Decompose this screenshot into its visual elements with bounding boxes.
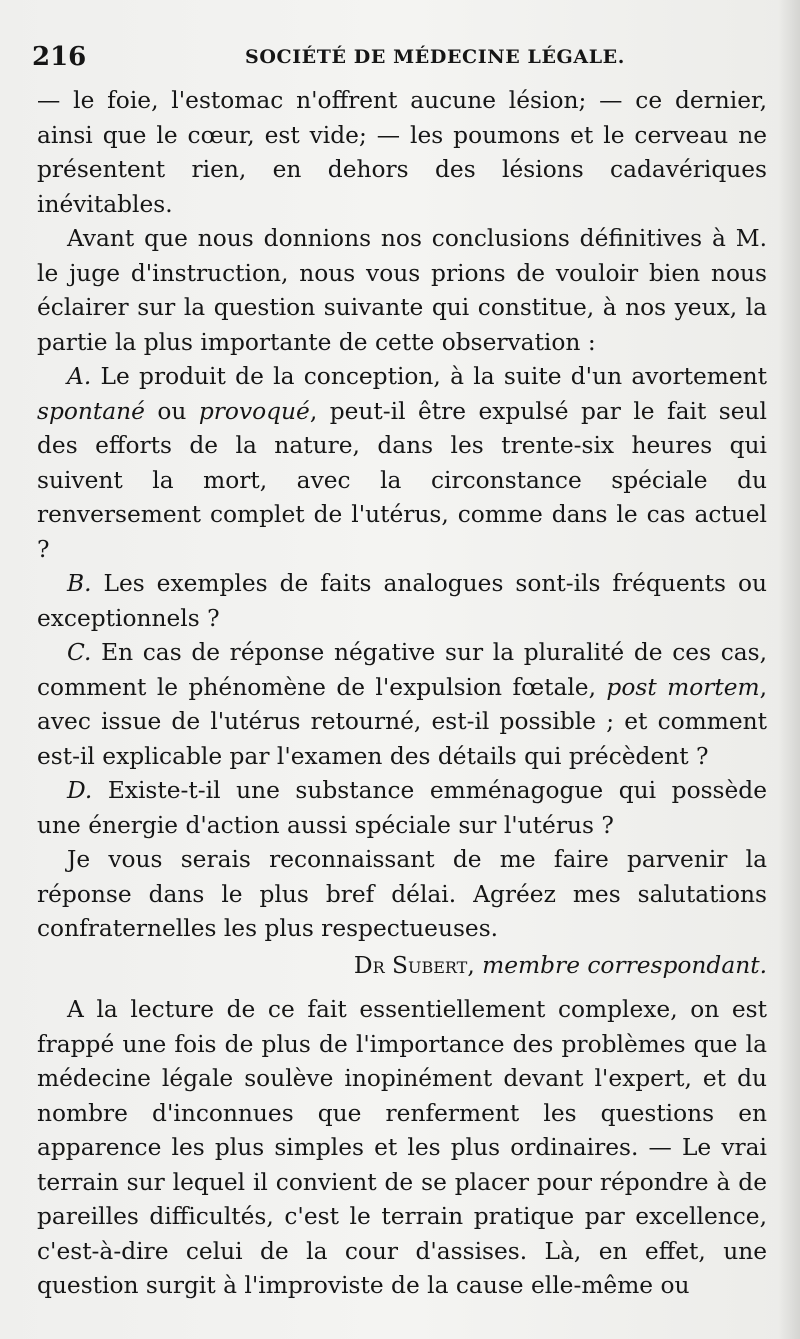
page-shadow [778,0,800,1339]
question-a: A. Le produit de la conception, à la suite d'un avortement spontané ou provoqué, peut-il être expulsé par le fait seul des efforts de la nature, dans les trente-six heures qui suivent la mort, avec la circonstance spéciale du renversement complet de l'utérus, comme dans le cas actuel ? [37,363,767,563]
question-d: D. Existe-t-il une substance emménagogue qui possède une énergie d'action aussi spéciale sur l'utérus ? [37,777,767,839]
question-label: A. [67,363,92,390]
question-label: D. [67,777,93,804]
page-header [30,42,770,76]
paragraph-request: Avant que nous donnions nos conclusions définitives à M. le juge d'instruction, nous vous prions de vouloir bien nous éclairer sur la question suivante qui constitue, à nos yeux, la partie la plus importante de cette observation : [37,225,767,356]
question-label: B. [67,570,92,597]
question-label: C. [67,639,92,666]
question-b: B. Les exemples de faits analogues sont-ils fréquents ou exceptionnels ? [37,570,767,632]
page-body [37,84,767,1304]
running-title: SOCIÉTÉ DE MÉDECINE LÉGALE. [245,46,625,68]
paragraph-continuation: — le foie, l'estomac n'offrent aucune lésion; — ce dernier, ainsi que le cœur, est vide; — les poumons et le cerveau ne présentent rien, en dehors des lésions cadavériques inévitables. [37,87,767,218]
question-c: C. En cas de réponse négative sur la pluralité de ces cas, comment le phénomène de l'expulsion fœtale, post mortem, avec issue de l'utérus retourné, est-il possible ; et comment est-il explicable par l'examen des détails qui précèdent ? [37,639,767,770]
paragraph-closing: Je vous serais reconnaissant de me faire parvenir la réponse dans le plus bref délai. Agréez mes salutations confraternelles les plus respectueuses. [37,846,767,942]
paragraph-commentary: A la lecture de ce fait essentiellement complexe, on est frappé une fois de plus de l'importance des problèmes que la médecine légale soulève inopinément devant l'expert, et du nombre d'inconnues que renferment les questions en apparence les plus simples et les plus ordinaires. — Le vrai terrain sur lequel il convient de se placer pour répondre à de pareilles difficultés, c'est le terrain pratique par excellence, c'est-à-dire celui de la cour d'assises. Là, en effet, une question surgit à l'improviste de la cause elle-même ou [37,996,767,1299]
page-number: 216 [32,42,87,72]
signature-name: Dr Subert [353,951,468,979]
signature: Dr Subert, membre correspondant. [353,951,767,979]
signature-role: membre correspondant. [482,951,767,979]
